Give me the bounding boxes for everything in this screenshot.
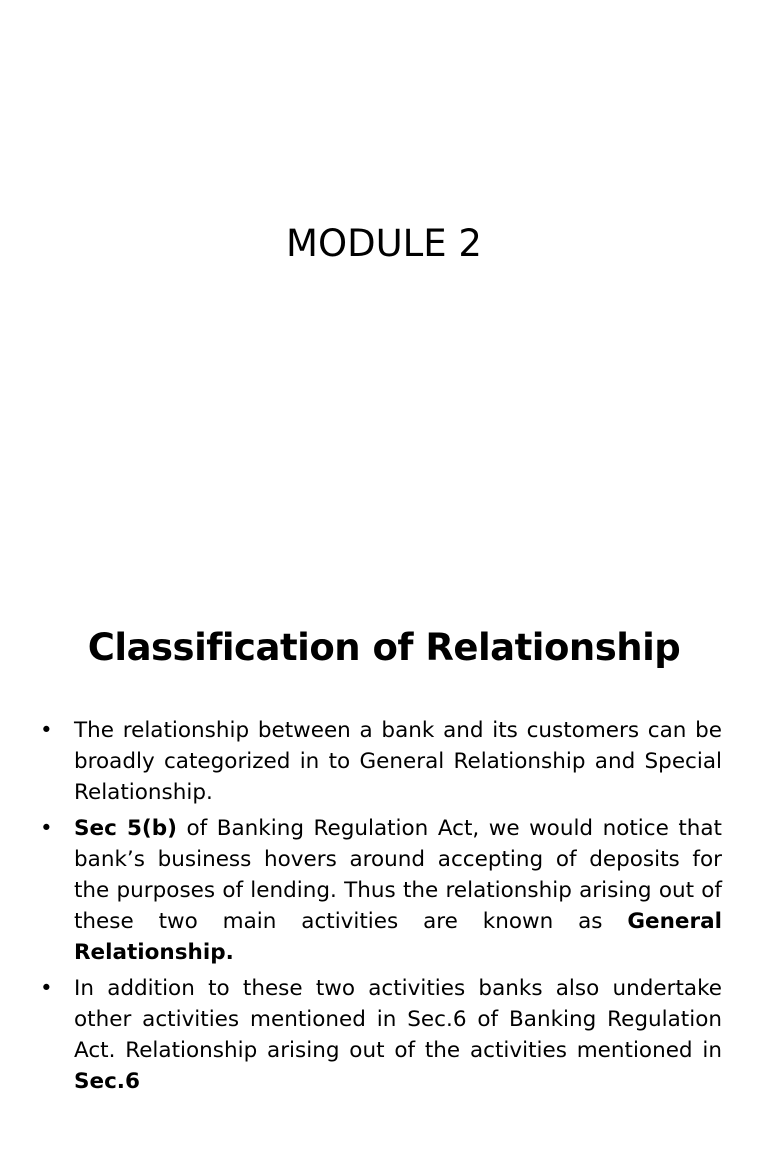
bullet-text: of Banking Regulation Act, we would notice that bank’s business hovers around accepting of deposits for the purposes of lending. Thus the relationship arising out of these two main activities are known as bbox=[74, 816, 722, 934]
emphasis-term: General Relationship. bbox=[74, 909, 722, 965]
bullet-item bbox=[40, 813, 722, 968]
bullet-text: In addition to these two activities banks also undertake other activities mentioned in Sec.6 of Banking Regulation Act. Relationship arising out of the activities mentioned in bbox=[74, 976, 722, 1063]
slide-heading: Classification of Relationship bbox=[87, 626, 681, 669]
bullet-text: The relationship between a bank and its customers can be broadly categorized in to General Relationship and Special Relationship. bbox=[74, 718, 722, 805]
module-title: MODULE 2 bbox=[286, 222, 482, 265]
bullet-item bbox=[40, 715, 722, 808]
slide-classification bbox=[0, 576, 768, 1152]
bullet-list bbox=[40, 715, 722, 1102]
bullet-icon: • bbox=[40, 718, 53, 743]
bullet-item bbox=[40, 973, 722, 1097]
bullet-icon: • bbox=[40, 976, 53, 1001]
section-reference: Sec 5(b) bbox=[74, 816, 177, 841]
bullet-icon: • bbox=[40, 816, 53, 841]
section-reference: Sec.6 bbox=[74, 1069, 140, 1094]
